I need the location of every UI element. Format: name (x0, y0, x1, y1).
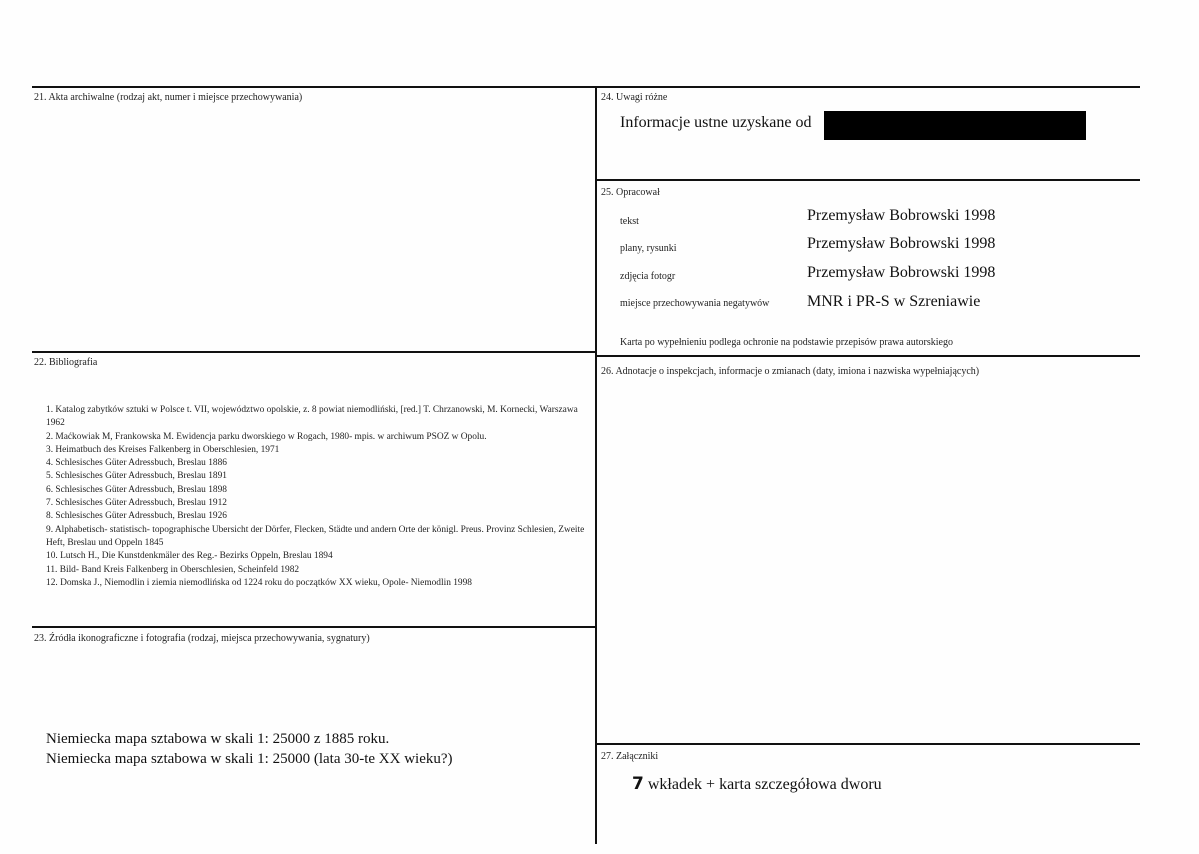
section-26-label: 26. Adnotacje o inspekcjach, informacje o zmianach (daty, imiona i nazwiska wypełniających) (601, 366, 980, 377)
bibliography-item: 10. Lutsch H., Die Kunstdenkmäler des Reg.- Bezirks Oppeln, Breslau 1894 (46, 551, 333, 562)
author-plans-value: Przemysław Bobrowski 1998 (807, 235, 996, 252)
divider-24-25 (596, 179, 1140, 181)
section-25-label: 25. Opracował (601, 187, 660, 198)
map-source-2: Niemiecka mapa sztabowa w skali 1: 25000 (lata 30-te XX wieku?) (46, 751, 453, 767)
section-24-label: 24. Uwagi różne (601, 92, 668, 103)
author-plans-label: plany, rysunki (620, 243, 677, 254)
section-22-label: 22. Bibliografia (34, 357, 98, 368)
bibliography-item: 9. Alphabetisch- statistisch- topographische Ubersicht der Dörfer, Flecken, Städte und andern Orte der königl. Preus. Provinz Schlesien, Zweite Heft, Breslau und Oppeln 1845 (46, 524, 585, 548)
bibliography-item: 6. Schlesisches Güter Adressbuch, Breslau 1898 (46, 484, 227, 495)
center-divider (595, 86, 597, 844)
bibliography-item: 4. Schlesisches Güter Adressbuch, Breslau 1886 (46, 458, 227, 469)
author-photos-label: zdjęcia fotogr (620, 271, 676, 282)
attachments-text (632, 774, 882, 794)
bibliography-list (46, 404, 591, 590)
bibliography-item: 3. Heimatbuch des Kreises Falkenberg in Oberschlesien, 1971 (46, 444, 280, 455)
redaction-block (824, 111, 1086, 140)
remarks-text: Informacje ustne uzyskane od (620, 114, 812, 131)
section-27-label: 27. Załączniki (601, 751, 659, 762)
attachments-count: 7 (632, 774, 644, 794)
author-photos-value: Przemysław Bobrowski 1998 (807, 264, 996, 281)
iconographic-sources (46, 729, 453, 769)
author-text-value: Przemysław Bobrowski 1998 (807, 207, 996, 224)
negatives-storage-value: MNR i PR-S w Szreniawie (807, 293, 981, 310)
section-23-label: 23. Źródła ikonograficzne i fotografia (rodzaj, miejsca przechowywania, sygnatury) (34, 633, 370, 644)
attachments-description: wkładek + karta szczegółowa dworu (643, 776, 882, 793)
negatives-storage-label: miejsce przechowywania negatywów (620, 298, 770, 309)
bibliography-item: 7. Schlesisches Güter Adressbuch, Breslau 1912 (46, 498, 227, 509)
copyright-note: Karta po wypełnieniu podlega ochronie na podstawie przepisów prawa autorskiego (620, 337, 953, 348)
bibliography-item: 5. Schlesisches Güter Adressbuch, Breslau 1891 (46, 471, 227, 482)
bibliography-item: 11. Bild- Band Kreis Falkenberg in Oberschlesien, Scheinfeld 1982 (46, 564, 300, 575)
divider-25-26 (596, 355, 1140, 357)
divider-21-22 (32, 351, 596, 353)
bibliography-item: 1. Katalog zabytków sztuki w Polsce t. VII, województwo opolskie, z. 8 powiat niemodliński, [red.] T. Chrzanowski, M. Kornecki, Warszawa 1962 (46, 405, 578, 429)
author-text-label: tekst (620, 216, 639, 227)
divider-22-23 (32, 626, 596, 628)
section-21-label: 21. Akta archiwalne (rodzaj akt, numer i miejsce przechowywania) (34, 92, 303, 103)
bibliography-item: 2. Maćkowiak M, Frankowska M. Ewidencja parku dworskiego w Rogach, 1980- mpis. w archiwum PSOZ w Opolu. (46, 431, 487, 442)
divider-26-27 (596, 743, 1140, 745)
bibliography-item: 8. Schlesisches Güter Adressbuch, Breslau 1926 (46, 511, 227, 522)
top-border (32, 86, 1140, 88)
bibliography-item: 12. Domska J., Niemodlin i ziemia niemodlińska od 1224 roku do początków XX wieku, Opole- Niemodlin 1998 (46, 577, 472, 588)
map-source-1: Niemiecka mapa sztabowa w skali 1: 25000 z 1885 roku. (46, 731, 390, 747)
